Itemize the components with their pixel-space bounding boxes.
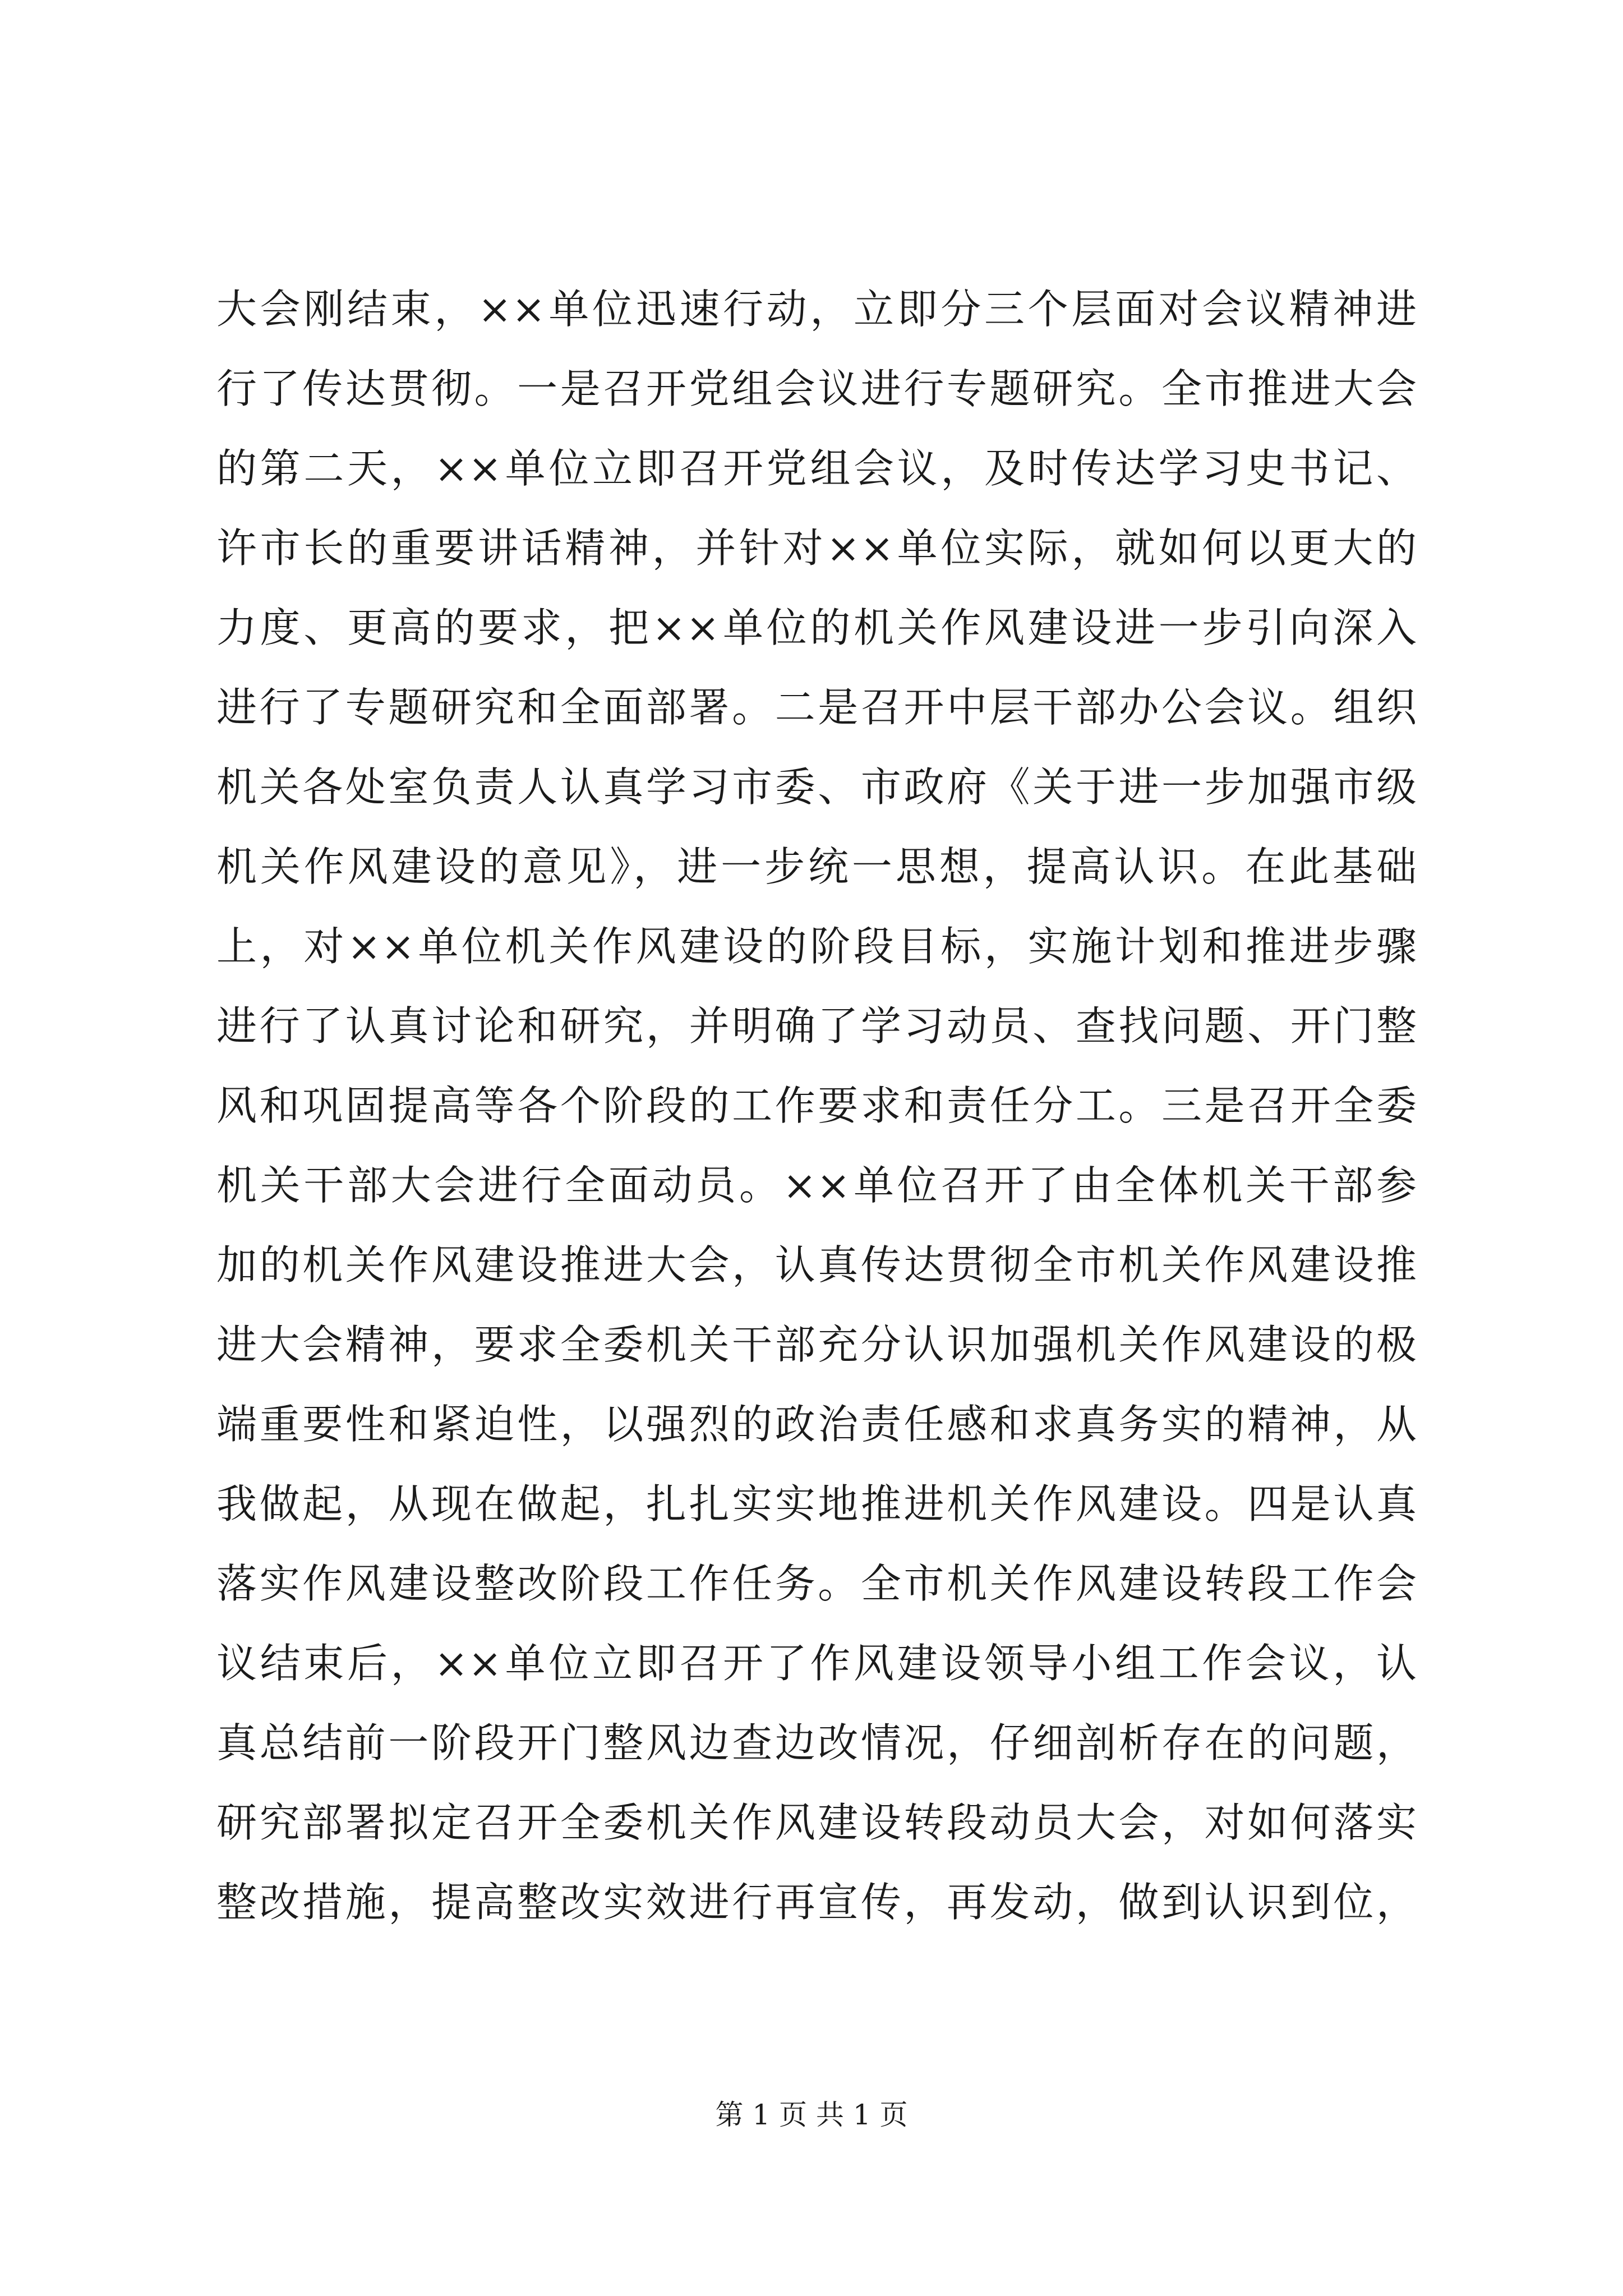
text-line: 许市长的重要讲话精神，并针对××单位实际，就如何以更大的	[216, 524, 1417, 572]
text-line: 整改措施，提高整改实效进行再宣传，再发动，做到认识到位，	[216, 1879, 1417, 1926]
text-line: 的第二天，××单位立即召开党组会议，及时传达学习史书记、	[216, 445, 1417, 492]
text-line: 大会刚结束，××单位迅速行动，立即分三个层面对会议精神进	[216, 286, 1417, 333]
text-line: 风和巩固提高等各个阶段的工作要求和责任分工。三是召开全委	[216, 1082, 1417, 1129]
text-line: 进行了认真讨论和研究，并明确了学习动员、查找问题、开门整	[216, 1002, 1417, 1050]
text-line: 力度、更高的要求，把××单位的机关作风建设进一步引向深入	[216, 604, 1417, 651]
text-line: 机关干部大会进行全面动员。××单位召开了由全体机关干部参	[216, 1162, 1417, 1209]
text-line: 进行了专题研究和全面部署。二是召开中层干部办公会议。组织	[216, 684, 1417, 731]
text-line: 真总结前一阶段开门整风边查边改情况，仔细剖析存在的问题，	[216, 1719, 1417, 1766]
text-line: 落实作风建设整改阶段工作任务。全市机关作风建设转段工作会	[216, 1560, 1417, 1607]
text-line: 上，对××单位机关作风建设的阶段目标，实施计划和推进步骤	[216, 923, 1417, 970]
text-line: 机关作风建设的意见》，进一步统一思想，提高认识。在此基础	[216, 843, 1417, 890]
text-line: 议结束后，××单位立即召开了作风建设领导小组工作会议，认	[216, 1640, 1417, 1687]
text-line: 行了传达贯彻。一是召开党组会议进行专题研究。全市推进大会	[216, 365, 1417, 412]
text-line: 加的机关作风建设推进大会，认真传达贯彻全市机关作风建设推	[216, 1241, 1417, 1289]
text-line: 进大会精神，要求全委机关干部充分认识加强机关作风建设的极	[216, 1321, 1417, 1368]
text-line: 机关各处室负责人认真学习市委、市政府《关于进一步加强市级	[216, 763, 1417, 811]
text-line: 研究部署拟定召开全委机关作风建设转段动员大会，对如何落实	[216, 1799, 1417, 1846]
text-line: 端重要性和紧迫性，以强烈的政治责任感和求真务实的精神，从	[216, 1401, 1417, 1448]
body-paragraph	[216, 269, 1417, 1942]
page-footer: 第 1 页 共 1 页	[715, 2099, 908, 2131]
text-line: 我做起，从现在做起，扎扎实实地推进机关作风建设。四是认真	[216, 1480, 1417, 1527]
